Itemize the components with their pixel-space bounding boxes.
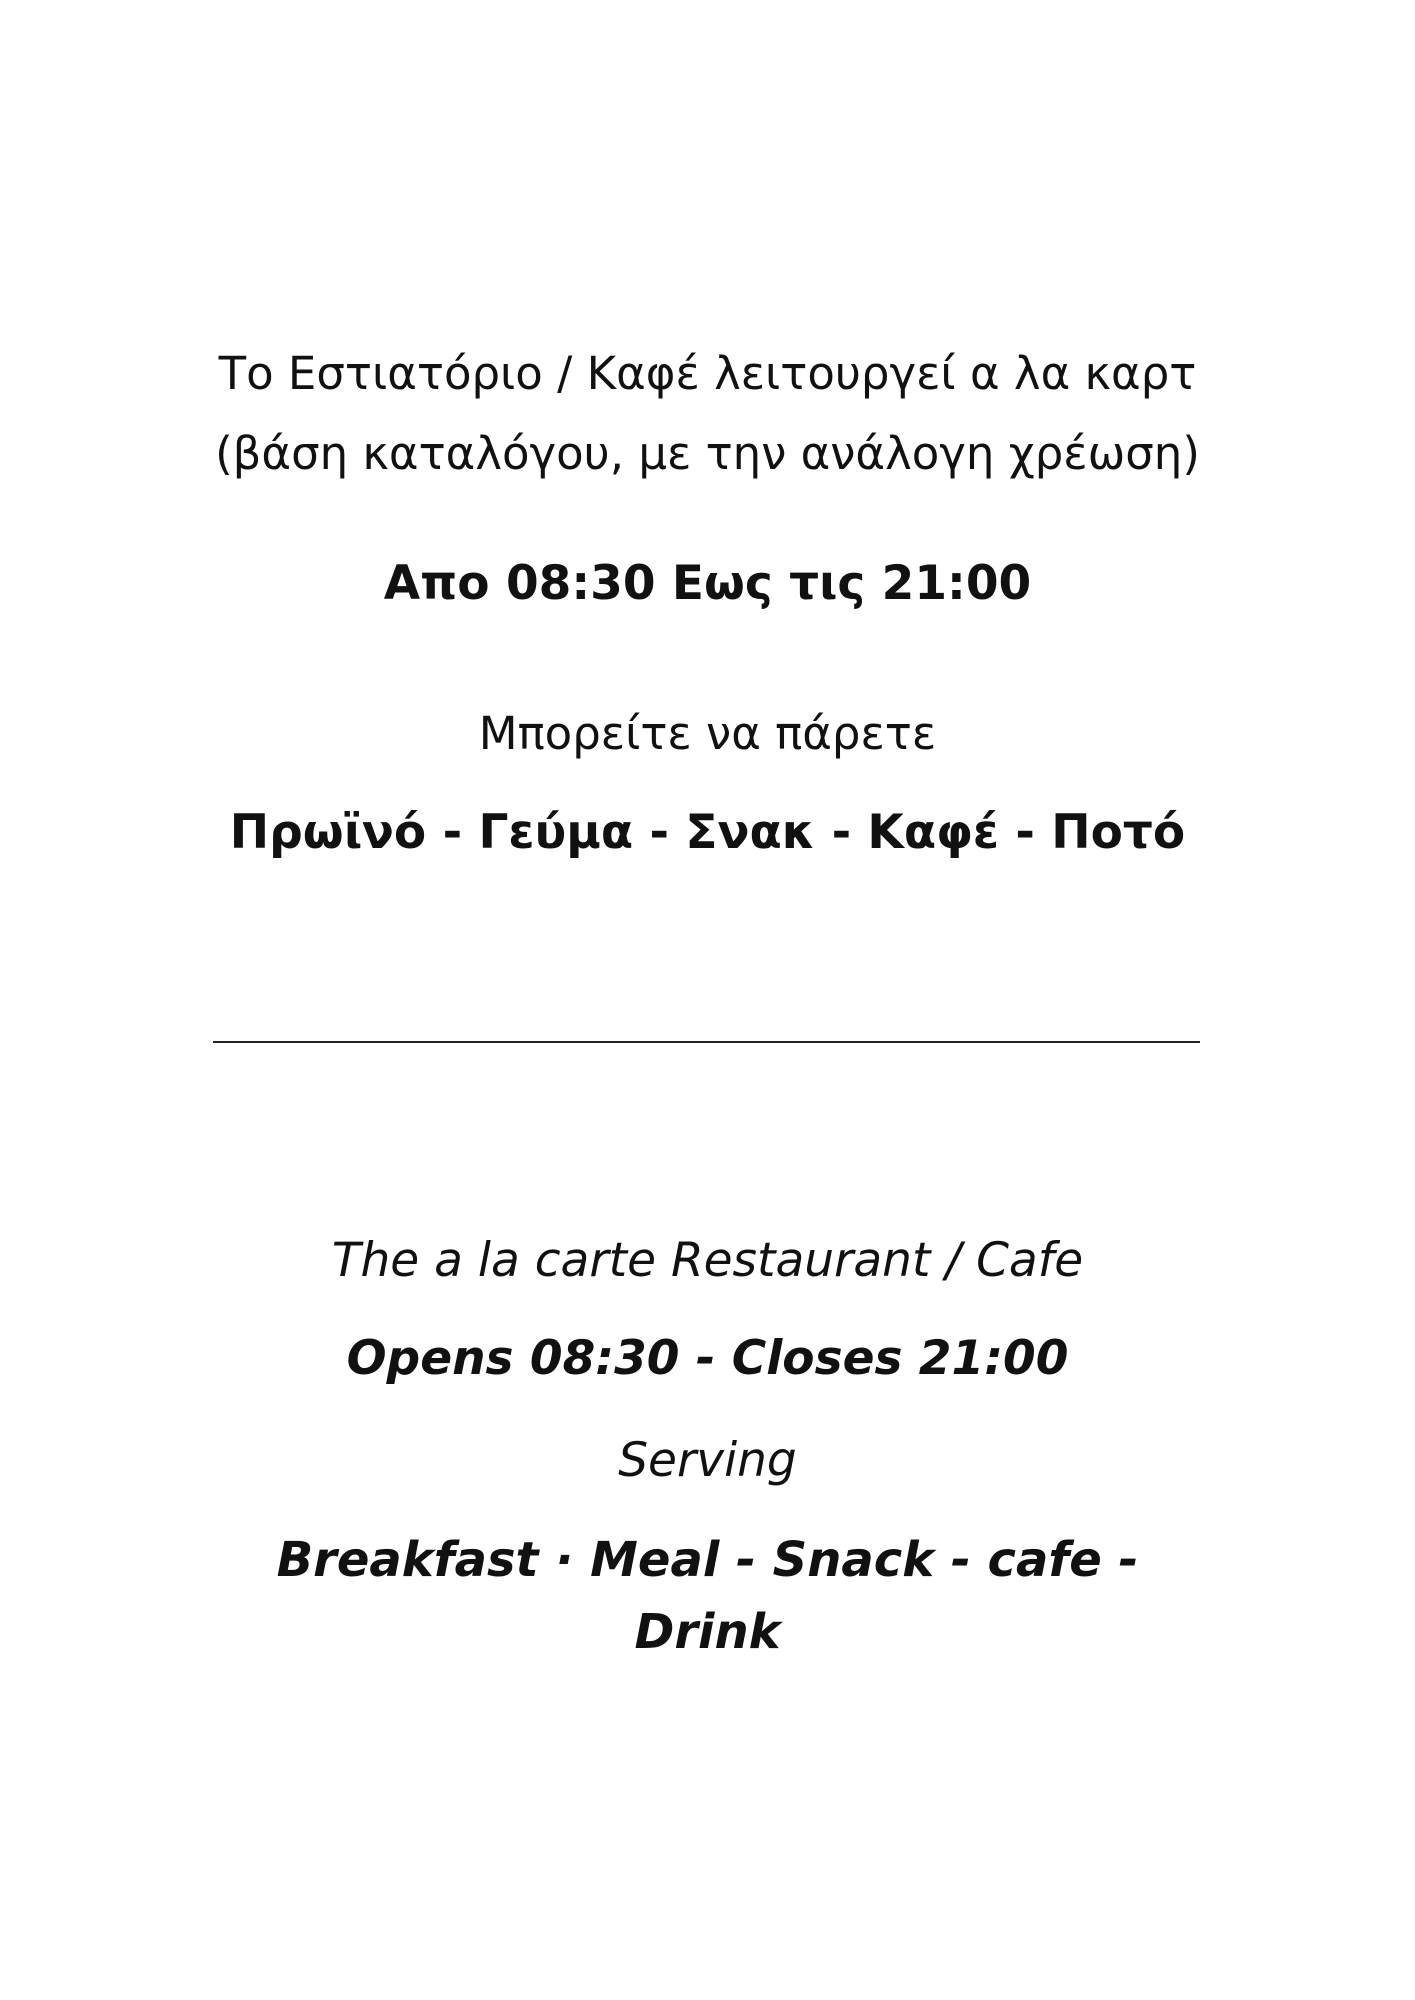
greek-intro [0,334,1415,494]
english-menu-items-line-2: Drink [634,1604,781,1660]
english-menu-items-line-1: Breakfast · Meal - Snack - cafe - [276,1532,1139,1588]
greek-intro-line-2: (βάση καταλόγου, με την ανάλογη χρέωση) [215,427,1200,480]
section-divider [213,1041,1200,1043]
english-menu-items [0,1524,1415,1668]
greek-intro-line-1: Το Εστιατόριο / Καφέ λειτουργεί α λα καρτ [218,347,1197,400]
greek-serving-label: Μπορείτε να πάρετε [478,707,937,760]
english-opening-hours: Opens 08:30 - Closes 21:00 [346,1331,1069,1386]
greek-opening-hours: Απο 08:30 Εως τις 21:00 [383,556,1032,611]
english-title: The a la carte Restaurant / Cafe [331,1233,1084,1288]
greek-menu-items: Πρωϊνό - Γεύμα - Σνακ - Καφέ - Ποτό [229,805,1186,860]
english-serving-label: Serving [618,1433,797,1488]
